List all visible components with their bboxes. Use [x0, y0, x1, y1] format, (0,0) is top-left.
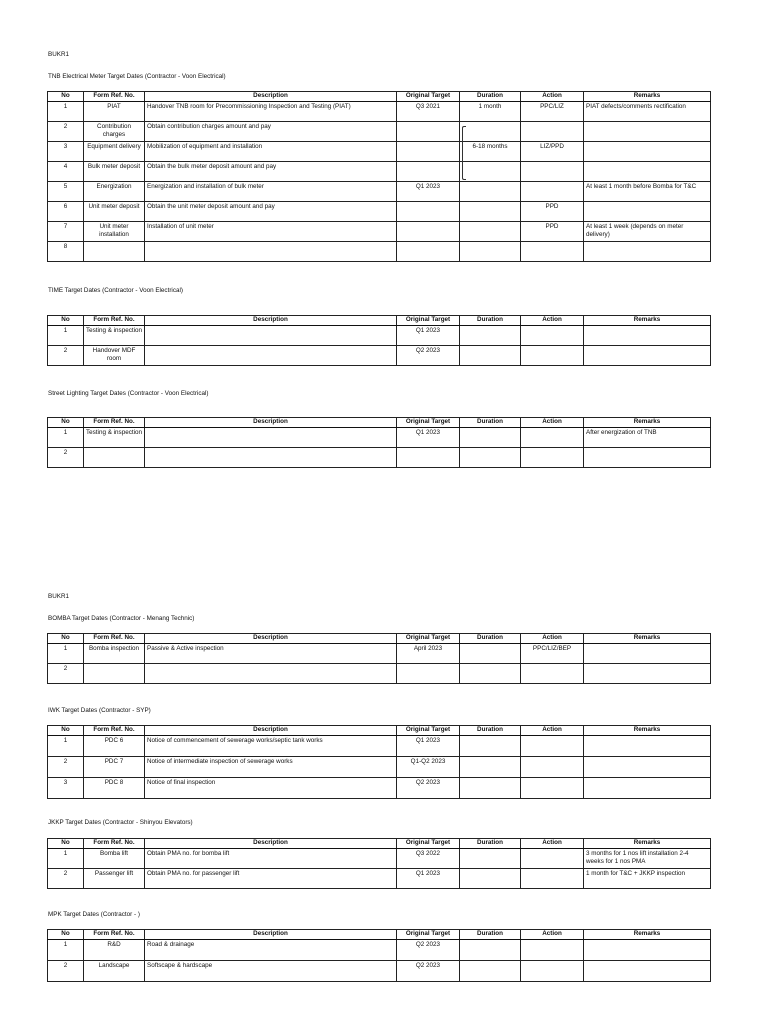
- cell-desc: Obtain contribution charges amount and pay: [145, 121, 397, 141]
- cell-desc: [145, 663, 397, 683]
- column-header-orig: Original Target: [397, 418, 460, 428]
- cell-orig: [397, 241, 460, 261]
- page-label: BUKR1: [48, 51, 69, 58]
- cell-rem: [584, 447, 711, 467]
- header-row: [48, 839, 711, 849]
- page-label: BUKR1: [48, 593, 69, 600]
- cell-desc: Installation of unit meter: [145, 221, 397, 241]
- table-row: [48, 241, 711, 261]
- column-header-rem: Remarks: [584, 316, 711, 326]
- column-header-dur: Duration: [460, 418, 521, 428]
- cell-act: [521, 663, 584, 683]
- cell-act: [521, 181, 584, 201]
- cell-dur: [460, 868, 521, 888]
- column-header-no: No: [48, 839, 84, 849]
- cell-orig: [397, 663, 460, 683]
- cell-rem: [584, 735, 711, 756]
- cell-dur: 6-18 months: [460, 141, 521, 161]
- column-header-no: No: [48, 418, 84, 428]
- cell-act: [521, 121, 584, 141]
- cell-form: PDC 6: [84, 735, 145, 756]
- cell-no: 8: [48, 241, 84, 261]
- column-header-orig: Original Target: [397, 726, 460, 736]
- table-row: [48, 643, 711, 663]
- cell-act: [521, 848, 584, 868]
- jkkp-table: [47, 838, 711, 889]
- column-header-orig: Original Target: [397, 839, 460, 849]
- cell-act: [521, 427, 584, 447]
- cell-rem: [584, 663, 711, 683]
- cell-act: PPC/LIZ/BEP: [521, 643, 584, 663]
- cell-act: [521, 447, 584, 467]
- cell-rem: After energization of TNB: [584, 427, 711, 447]
- cell-no: 1: [48, 735, 84, 756]
- cell-act: [521, 756, 584, 777]
- header-row: [48, 726, 711, 736]
- section-title: IWK Target Dates (Contractor - SYP): [48, 707, 151, 714]
- cell-act: [521, 868, 584, 888]
- cell-act: PPD: [521, 221, 584, 241]
- cell-desc: Obtain the bulk meter deposit amount and pay: [145, 161, 397, 181]
- tnb-table: [47, 91, 711, 262]
- column-header-rem: Remarks: [584, 92, 711, 102]
- cell-form: Testing & inspection: [84, 325, 145, 345]
- column-header-orig: Original Target: [397, 930, 460, 940]
- cell-orig: [397, 447, 460, 467]
- header-row: [48, 634, 711, 644]
- header-row: [48, 316, 711, 326]
- column-header-form: Form Ref. No.: [84, 92, 145, 102]
- table-row: [48, 427, 711, 447]
- table-row: [48, 121, 711, 141]
- cell-form: R&D: [84, 939, 145, 960]
- cell-act: LIZ/PPD: [521, 141, 584, 161]
- column-header-dur: Duration: [460, 634, 521, 644]
- cell-rem: 1 month for T&C + JKKP inspection: [584, 868, 711, 888]
- cell-no: 2: [48, 121, 84, 141]
- cell-form: Equipment delivery: [84, 141, 145, 161]
- column-header-dur: Duration: [460, 930, 521, 940]
- cell-form: PDC 7: [84, 756, 145, 777]
- cell-no: 1: [48, 939, 84, 960]
- cell-form: Handover MDF room: [84, 345, 145, 365]
- column-header-rem: Remarks: [584, 418, 711, 428]
- cell-desc: [145, 241, 397, 261]
- cell-form: [84, 663, 145, 683]
- cell-no: 2: [48, 345, 84, 365]
- cell-orig: Q3 2022: [397, 848, 460, 868]
- cell-rem: [584, 756, 711, 777]
- cell-rem: [584, 325, 711, 345]
- cell-rem: At least 1 week (depends on meter delivery): [584, 221, 711, 241]
- cell-form: Landscape: [84, 960, 145, 981]
- section-title: JKKP Target Dates (Contractor - Shinyou Elevators): [48, 819, 193, 826]
- cell-desc: Notice of final inspection: [145, 777, 397, 798]
- table-row: [48, 848, 711, 868]
- section-title: TNB Electrical Meter Target Dates (Contractor - Voon Electrical): [48, 73, 226, 80]
- cell-orig: [397, 161, 460, 181]
- cell-orig: Q2 2023: [397, 345, 460, 365]
- header-row: [48, 92, 711, 102]
- cell-rem: [584, 161, 711, 181]
- column-header-form: Form Ref. No.: [84, 316, 145, 326]
- cell-desc: Softscape & hardscape: [145, 960, 397, 981]
- column-header-act: Action: [521, 930, 584, 940]
- cell-desc: Mobilization of equipment and installation: [145, 141, 397, 161]
- cell-orig: Q1 2023: [397, 735, 460, 756]
- cell-dur: 1 month: [460, 101, 521, 121]
- cell-rem: 3 months for 1 nos lift installation 2-4 weeks for 1 nos PMA: [584, 848, 711, 868]
- table-row: [48, 201, 711, 221]
- cell-form: Bomba lift: [84, 848, 145, 868]
- cell-rem: [584, 345, 711, 365]
- column-header-act: Action: [521, 839, 584, 849]
- cell-no: 2: [48, 447, 84, 467]
- cell-orig: Q3 2021: [397, 101, 460, 121]
- cell-no: 3: [48, 141, 84, 161]
- column-header-orig: Original Target: [397, 316, 460, 326]
- cell-act: [521, 161, 584, 181]
- cell-orig: [397, 201, 460, 221]
- cell-desc: Passive & Active inspection: [145, 643, 397, 663]
- cell-rem: [584, 241, 711, 261]
- cell-orig: Q1 2023: [397, 181, 460, 201]
- cell-no: 1: [48, 848, 84, 868]
- cell-no: 6: [48, 201, 84, 221]
- cell-orig: [397, 141, 460, 161]
- cell-rem: [584, 121, 711, 141]
- cell-desc: [145, 345, 397, 365]
- table-row: [48, 777, 711, 798]
- cell-dur: [460, 161, 521, 181]
- section-title: MPK Target Dates (Contractor - ): [48, 911, 140, 918]
- table-row: [48, 101, 711, 121]
- cell-rem: [584, 141, 711, 161]
- column-header-no: No: [48, 92, 84, 102]
- cell-act: [521, 241, 584, 261]
- column-header-desc: Description: [145, 839, 397, 849]
- column-header-no: No: [48, 634, 84, 644]
- cell-no: 7: [48, 221, 84, 241]
- section-title: TIME Target Dates (Contractor - Voon Electrical): [48, 287, 183, 294]
- cell-dur: [460, 663, 521, 683]
- column-header-orig: Original Target: [397, 634, 460, 644]
- table-row: [48, 221, 711, 241]
- column-header-form: Form Ref. No.: [84, 930, 145, 940]
- cell-dur: [460, 201, 521, 221]
- column-header-act: Action: [521, 316, 584, 326]
- table-row: [48, 345, 711, 365]
- cell-desc: Energization and installation of bulk meter: [145, 181, 397, 201]
- cell-form: Energization: [84, 181, 145, 201]
- cell-orig: Q1-Q2 2023: [397, 756, 460, 777]
- column-header-orig: Original Target: [397, 92, 460, 102]
- cell-rem: PIAT defects/comments rectification: [584, 101, 711, 121]
- cell-form: Bulk meter deposit: [84, 161, 145, 181]
- cell-no: 2: [48, 756, 84, 777]
- column-header-rem: Remarks: [584, 839, 711, 849]
- cell-rem: At least 1 month before Bomba for T&C: [584, 181, 711, 201]
- cell-no: 3: [48, 777, 84, 798]
- cell-form: Testing & inspection: [84, 427, 145, 447]
- column-header-form: Form Ref. No.: [84, 418, 145, 428]
- cell-form: Unit meter installation: [84, 221, 145, 241]
- column-header-desc: Description: [145, 418, 397, 428]
- cell-rem: [584, 960, 711, 981]
- cell-orig: Q1 2023: [397, 868, 460, 888]
- street-lighting-table: [47, 417, 711, 468]
- cell-desc: Notice of intermediate inspection of sewerage works: [145, 756, 397, 777]
- table-row: [48, 141, 711, 161]
- cell-orig: Q2 2023: [397, 960, 460, 981]
- column-header-dur: Duration: [460, 92, 521, 102]
- cell-dur: [460, 345, 521, 365]
- column-header-dur: Duration: [460, 726, 521, 736]
- cell-desc: Road & drainage: [145, 939, 397, 960]
- column-header-dur: Duration: [460, 839, 521, 849]
- cell-dur: [460, 777, 521, 798]
- cell-desc: [145, 447, 397, 467]
- cell-act: [521, 345, 584, 365]
- header-row: [48, 930, 711, 940]
- cell-form: Bomba inspection: [84, 643, 145, 663]
- cell-no: 2: [48, 960, 84, 981]
- cell-dur: [460, 221, 521, 241]
- cell-desc: Handover TNB room for Precommissioning Inspection and Testing (PIAT): [145, 101, 397, 121]
- cell-desc: Obtain PMA no. for passenger lift: [145, 868, 397, 888]
- column-header-form: Form Ref. No.: [84, 839, 145, 849]
- column-header-rem: Remarks: [584, 930, 711, 940]
- column-header-desc: Description: [145, 634, 397, 644]
- cell-desc: Obtain the unit meter deposit amount and pay: [145, 201, 397, 221]
- cell-act: PPD: [521, 201, 584, 221]
- column-header-no: No: [48, 726, 84, 736]
- time-table: [47, 315, 711, 366]
- cell-desc: Obtain PMA no. for bomba lift: [145, 848, 397, 868]
- cell-form: Passenger lift: [84, 868, 145, 888]
- cell-orig: [397, 221, 460, 241]
- table-row: [48, 939, 711, 960]
- cell-form: Contribution charges: [84, 121, 145, 141]
- cell-orig: April 2023: [397, 643, 460, 663]
- cell-no: 5: [48, 181, 84, 201]
- column-header-act: Action: [521, 92, 584, 102]
- cell-act: [521, 735, 584, 756]
- cell-rem: [584, 777, 711, 798]
- cell-no: 1: [48, 643, 84, 663]
- cell-form: [84, 241, 145, 261]
- table-row: [48, 868, 711, 888]
- cell-no: 1: [48, 325, 84, 345]
- column-header-desc: Description: [145, 316, 397, 326]
- table-row: [48, 735, 711, 756]
- cell-no: 2: [48, 868, 84, 888]
- table-row: [48, 756, 711, 777]
- column-header-desc: Description: [145, 726, 397, 736]
- cell-form: PDC 8: [84, 777, 145, 798]
- column-header-rem: Remarks: [584, 726, 711, 736]
- iwk-table: [47, 725, 711, 799]
- cell-rem: [584, 201, 711, 221]
- cell-dur: [460, 735, 521, 756]
- cell-desc: Notice of commencement of sewerage works/septic tank works: [145, 735, 397, 756]
- cell-form: [84, 447, 145, 467]
- cell-form: PIAT: [84, 101, 145, 121]
- cell-form: Unit meter deposit: [84, 201, 145, 221]
- cell-desc: [145, 325, 397, 345]
- column-header-no: No: [48, 930, 84, 940]
- table-row: [48, 960, 711, 981]
- column-header-no: No: [48, 316, 84, 326]
- cell-no: 4: [48, 161, 84, 181]
- column-header-rem: Remarks: [584, 634, 711, 644]
- cell-orig: Q2 2023: [397, 777, 460, 798]
- table-row: [48, 161, 711, 181]
- table-row: [48, 325, 711, 345]
- column-header-act: Action: [521, 634, 584, 644]
- duration-bracket: [462, 126, 466, 180]
- cell-dur: [460, 325, 521, 345]
- section-title: Street Lighting Target Dates (Contractor - Voon Electrical): [48, 390, 209, 397]
- table-row: [48, 181, 711, 201]
- cell-dur: [460, 960, 521, 981]
- cell-dur: [460, 447, 521, 467]
- cell-orig: Q1 2023: [397, 325, 460, 345]
- cell-rem: [584, 643, 711, 663]
- column-header-form: Form Ref. No.: [84, 634, 145, 644]
- column-header-dur: Duration: [460, 316, 521, 326]
- table-row: [48, 663, 711, 683]
- cell-act: [521, 777, 584, 798]
- cell-dur: [460, 427, 521, 447]
- cell-no: 2: [48, 663, 84, 683]
- cell-dur: [460, 121, 521, 141]
- column-header-act: Action: [521, 418, 584, 428]
- cell-dur: [460, 848, 521, 868]
- cell-dur: [460, 756, 521, 777]
- cell-no: 1: [48, 101, 84, 121]
- cell-no: 1: [48, 427, 84, 447]
- cell-desc: [145, 427, 397, 447]
- cell-orig: [397, 121, 460, 141]
- cell-dur: [460, 643, 521, 663]
- cell-orig: Q2 2023: [397, 939, 460, 960]
- cell-orig: Q1 2023: [397, 427, 460, 447]
- cell-act: [521, 325, 584, 345]
- column-header-desc: Description: [145, 92, 397, 102]
- cell-dur: [460, 181, 521, 201]
- cell-act: PPC/LIZ: [521, 101, 584, 121]
- cell-act: [521, 939, 584, 960]
- column-header-form: Form Ref. No.: [84, 726, 145, 736]
- section-title: BOMBA Target Dates (Contractor - Menang Technic): [48, 615, 195, 622]
- cell-dur: [460, 939, 521, 960]
- cell-rem: [584, 939, 711, 960]
- mpk-table: [47, 929, 711, 982]
- cell-act: [521, 960, 584, 981]
- table-row: [48, 447, 711, 467]
- column-header-act: Action: [521, 726, 584, 736]
- column-header-desc: Description: [145, 930, 397, 940]
- cell-dur: [460, 241, 521, 261]
- header-row: [48, 418, 711, 428]
- bomba-table: [47, 633, 711, 684]
